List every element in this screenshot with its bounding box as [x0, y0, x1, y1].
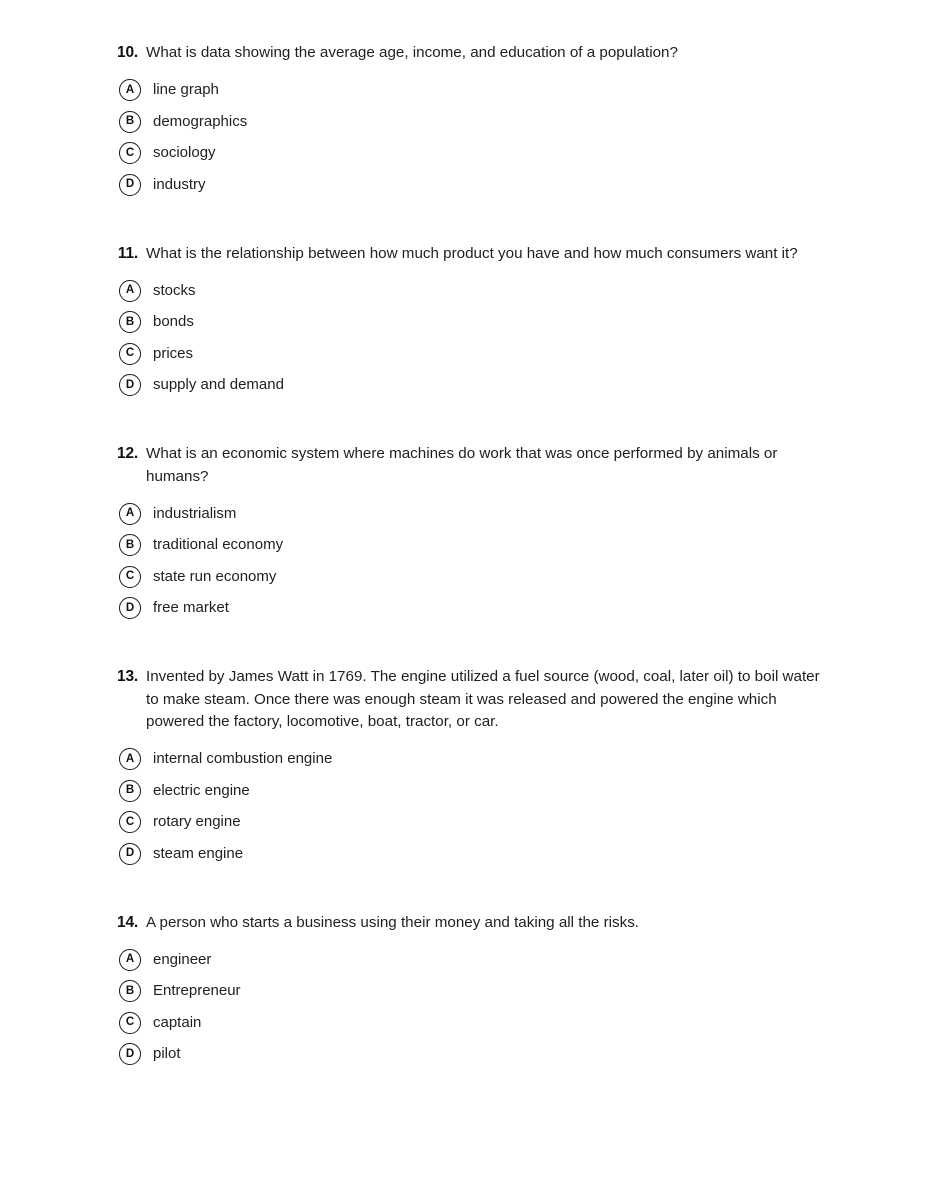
question-number: 10. — [117, 44, 138, 61]
question-header — [112, 666, 827, 734]
option-row[interactable] — [112, 75, 827, 107]
option-row[interactable] — [112, 593, 827, 625]
option-row[interactable] — [112, 338, 827, 370]
question-number: 11. — [117, 244, 138, 262]
option-row[interactable] — [112, 744, 827, 776]
question-text: What is an economic system where machines do work that was once performed by animals or humans? — [146, 445, 778, 485]
option-label[interactable]: sociology — [153, 144, 216, 162]
option-list — [112, 75, 827, 201]
option-label[interactable]: engineer — [153, 950, 212, 968]
option-label[interactable]: industrialism — [153, 504, 237, 522]
option-label[interactable]: line graph — [153, 81, 219, 99]
option-letter-circle-icon[interactable]: C — [119, 1012, 141, 1034]
option-letter-circle-icon[interactable]: B — [119, 311, 141, 333]
question-block — [112, 666, 827, 870]
option-row[interactable] — [112, 807, 827, 839]
option-label[interactable]: free market — [153, 599, 229, 617]
option-letter-circle-icon[interactable]: D — [119, 374, 141, 396]
option-letter-circle-icon[interactable]: C — [119, 811, 141, 833]
option-label[interactable]: supply and demand — [153, 376, 284, 394]
option-list — [112, 498, 827, 624]
option-letter-circle-icon[interactable]: B — [119, 534, 141, 556]
option-list — [112, 275, 827, 401]
option-label[interactable]: bonds — [153, 313, 194, 331]
option-label[interactable]: internal combustion engine — [153, 750, 333, 768]
option-letter-circle-icon[interactable]: D — [119, 597, 141, 619]
question-header — [112, 243, 827, 266]
question-number: 13. — [117, 668, 138, 685]
option-label[interactable]: electric engine — [153, 781, 250, 799]
option-row[interactable] — [112, 370, 827, 402]
option-letter-circle-icon[interactable]: D — [119, 1043, 141, 1065]
option-row[interactable] — [112, 307, 827, 339]
option-label[interactable]: Entrepreneur — [153, 982, 241, 1000]
question-number: 12. — [117, 445, 138, 462]
question-header — [112, 42, 827, 65]
option-letter-circle-icon[interactable]: D — [119, 843, 141, 865]
option-label[interactable]: rotary engine — [153, 813, 241, 831]
option-row[interactable] — [112, 498, 827, 530]
option-letter-circle-icon[interactable]: C — [119, 566, 141, 588]
option-letter-circle-icon[interactable]: A — [119, 503, 141, 525]
option-list — [112, 944, 827, 1070]
question-header — [112, 912, 827, 935]
question-block — [112, 243, 827, 402]
question-block — [112, 912, 827, 1071]
option-letter-circle-icon[interactable]: C — [119, 142, 141, 164]
option-list — [112, 744, 827, 870]
question-block — [112, 42, 827, 201]
option-label[interactable]: prices — [153, 344, 194, 362]
option-letter-circle-icon[interactable]: D — [119, 174, 141, 196]
option-label[interactable]: pilot — [153, 1045, 181, 1063]
option-label[interactable]: stocks — [153, 281, 196, 299]
question-text: Invented by James Watt in 1769. The engine utilized a fuel source (wood, coal, later oil) to boil water to make steam. Once there was enough steam it was released and powered the engine which powered the factory, locomotive, boat, tractor, or car. — [146, 668, 820, 730]
option-row[interactable] — [112, 530, 827, 562]
option-row[interactable] — [112, 976, 827, 1008]
option-letter-circle-icon[interactable]: B — [119, 780, 141, 802]
option-letter-circle-icon[interactable]: A — [119, 748, 141, 770]
option-label[interactable]: industry — [153, 175, 206, 193]
option-label[interactable]: state run economy — [153, 567, 277, 585]
option-letter-circle-icon[interactable]: C — [119, 343, 141, 365]
option-row[interactable] — [112, 944, 827, 976]
option-row[interactable] — [112, 775, 827, 807]
option-label[interactable]: traditional economy — [153, 536, 284, 554]
option-label[interactable]: captain — [153, 1013, 202, 1031]
option-row[interactable] — [112, 1007, 827, 1039]
question-text: What is data showing the average age, income, and education of a population? — [146, 44, 678, 61]
question-text: What is the relationship between how much product you have and how much consumers want it? — [146, 244, 798, 262]
option-row[interactable] — [112, 169, 827, 201]
option-label[interactable]: demographics — [153, 112, 248, 130]
option-row[interactable] — [112, 106, 827, 138]
option-letter-circle-icon[interactable]: A — [119, 79, 141, 101]
option-row[interactable] — [112, 838, 827, 870]
option-row[interactable] — [112, 561, 827, 593]
option-letter-circle-icon[interactable]: B — [119, 980, 141, 1002]
question-number: 14. — [117, 913, 138, 931]
question-block — [112, 443, 827, 624]
question-text: A person who starts a business using their money and taking all the risks. — [146, 913, 640, 931]
question-list — [112, 42, 827, 1070]
option-row[interactable] — [112, 138, 827, 170]
option-letter-circle-icon[interactable]: A — [119, 949, 141, 971]
option-letter-circle-icon[interactable]: B — [119, 111, 141, 133]
option-letter-circle-icon[interactable]: A — [119, 280, 141, 302]
option-label[interactable]: steam engine — [153, 844, 244, 862]
option-row[interactable] — [112, 1039, 827, 1071]
option-row[interactable] — [112, 275, 827, 307]
question-header — [112, 443, 827, 488]
